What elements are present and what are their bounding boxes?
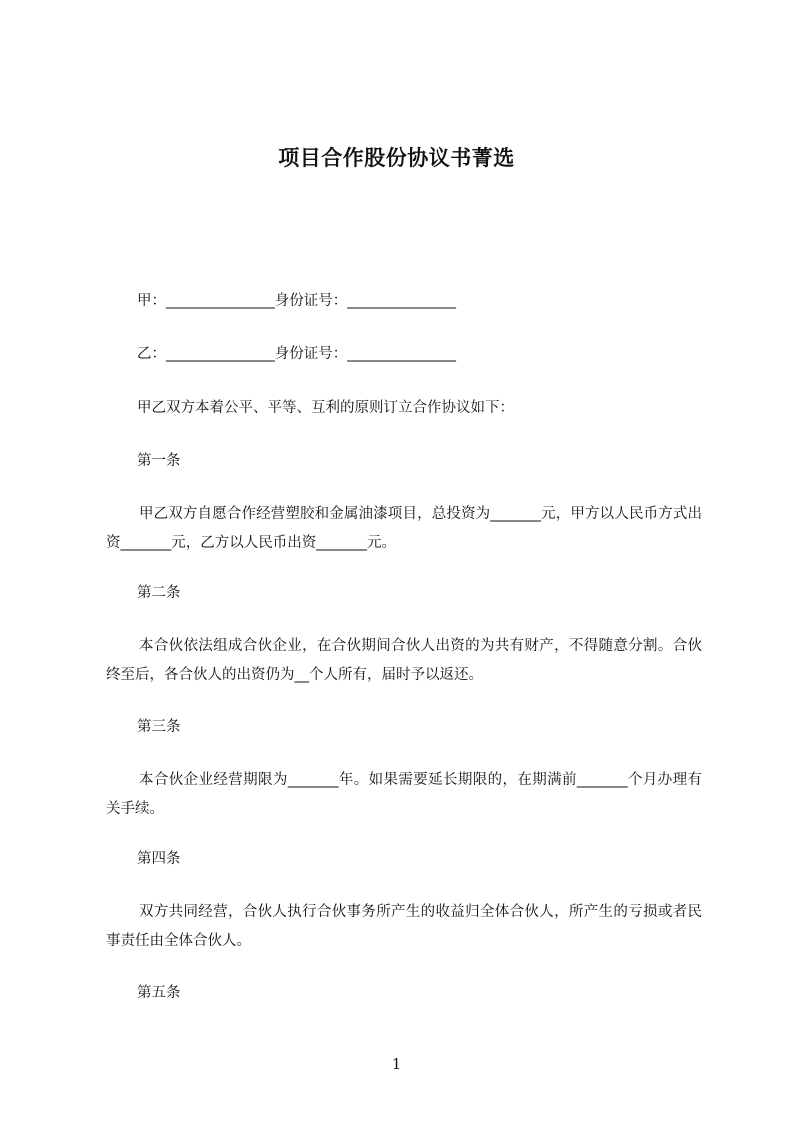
party-b-line: 乙：_______________身份证号：_______________: [137, 346, 456, 362]
article-2-heading: 第二条: [137, 585, 181, 601]
article-3-heading: 第三条: [137, 719, 181, 735]
article-1-body: 甲乙双方自愿合作经营塑胶和金属油漆项目，总投资为_______元，甲方以人民币方式出资_______元，乙方以人民币出资_______元。: [106, 506, 702, 551]
party-a-line: 甲：_______________身份证号：_______________: [137, 293, 456, 309]
article-4-body: 双方共同经营，合伙人执行合伙事务所产生的收益归全体合伙人，所产生的亏损或者民事责任由全体合伙人。: [106, 904, 702, 949]
article-3-body: 本合伙企业经营期限为_______年。如果需要延长期限的，在期满前_______个月办理有关手续。: [106, 772, 702, 817]
article-4-heading: 第四条: [137, 851, 181, 867]
page-number: 1: [391, 1055, 402, 1073]
article-1-heading: 第一条: [137, 453, 181, 469]
document-title: 项目合作股份协议书菁选: [278, 146, 515, 170]
article-2-body: 本合伙依法组成合伙企业，在合伙期间合伙人出资的为共有财产，不得随意分割。合伙终至后，各合伙人的出资仍为__个人所有，届时予以返还。: [106, 638, 702, 683]
article-5-heading: 第五条: [137, 985, 181, 1001]
preamble: 甲乙双方本着公平、平等、互利的原则订立合作协议如下：: [137, 400, 514, 416]
